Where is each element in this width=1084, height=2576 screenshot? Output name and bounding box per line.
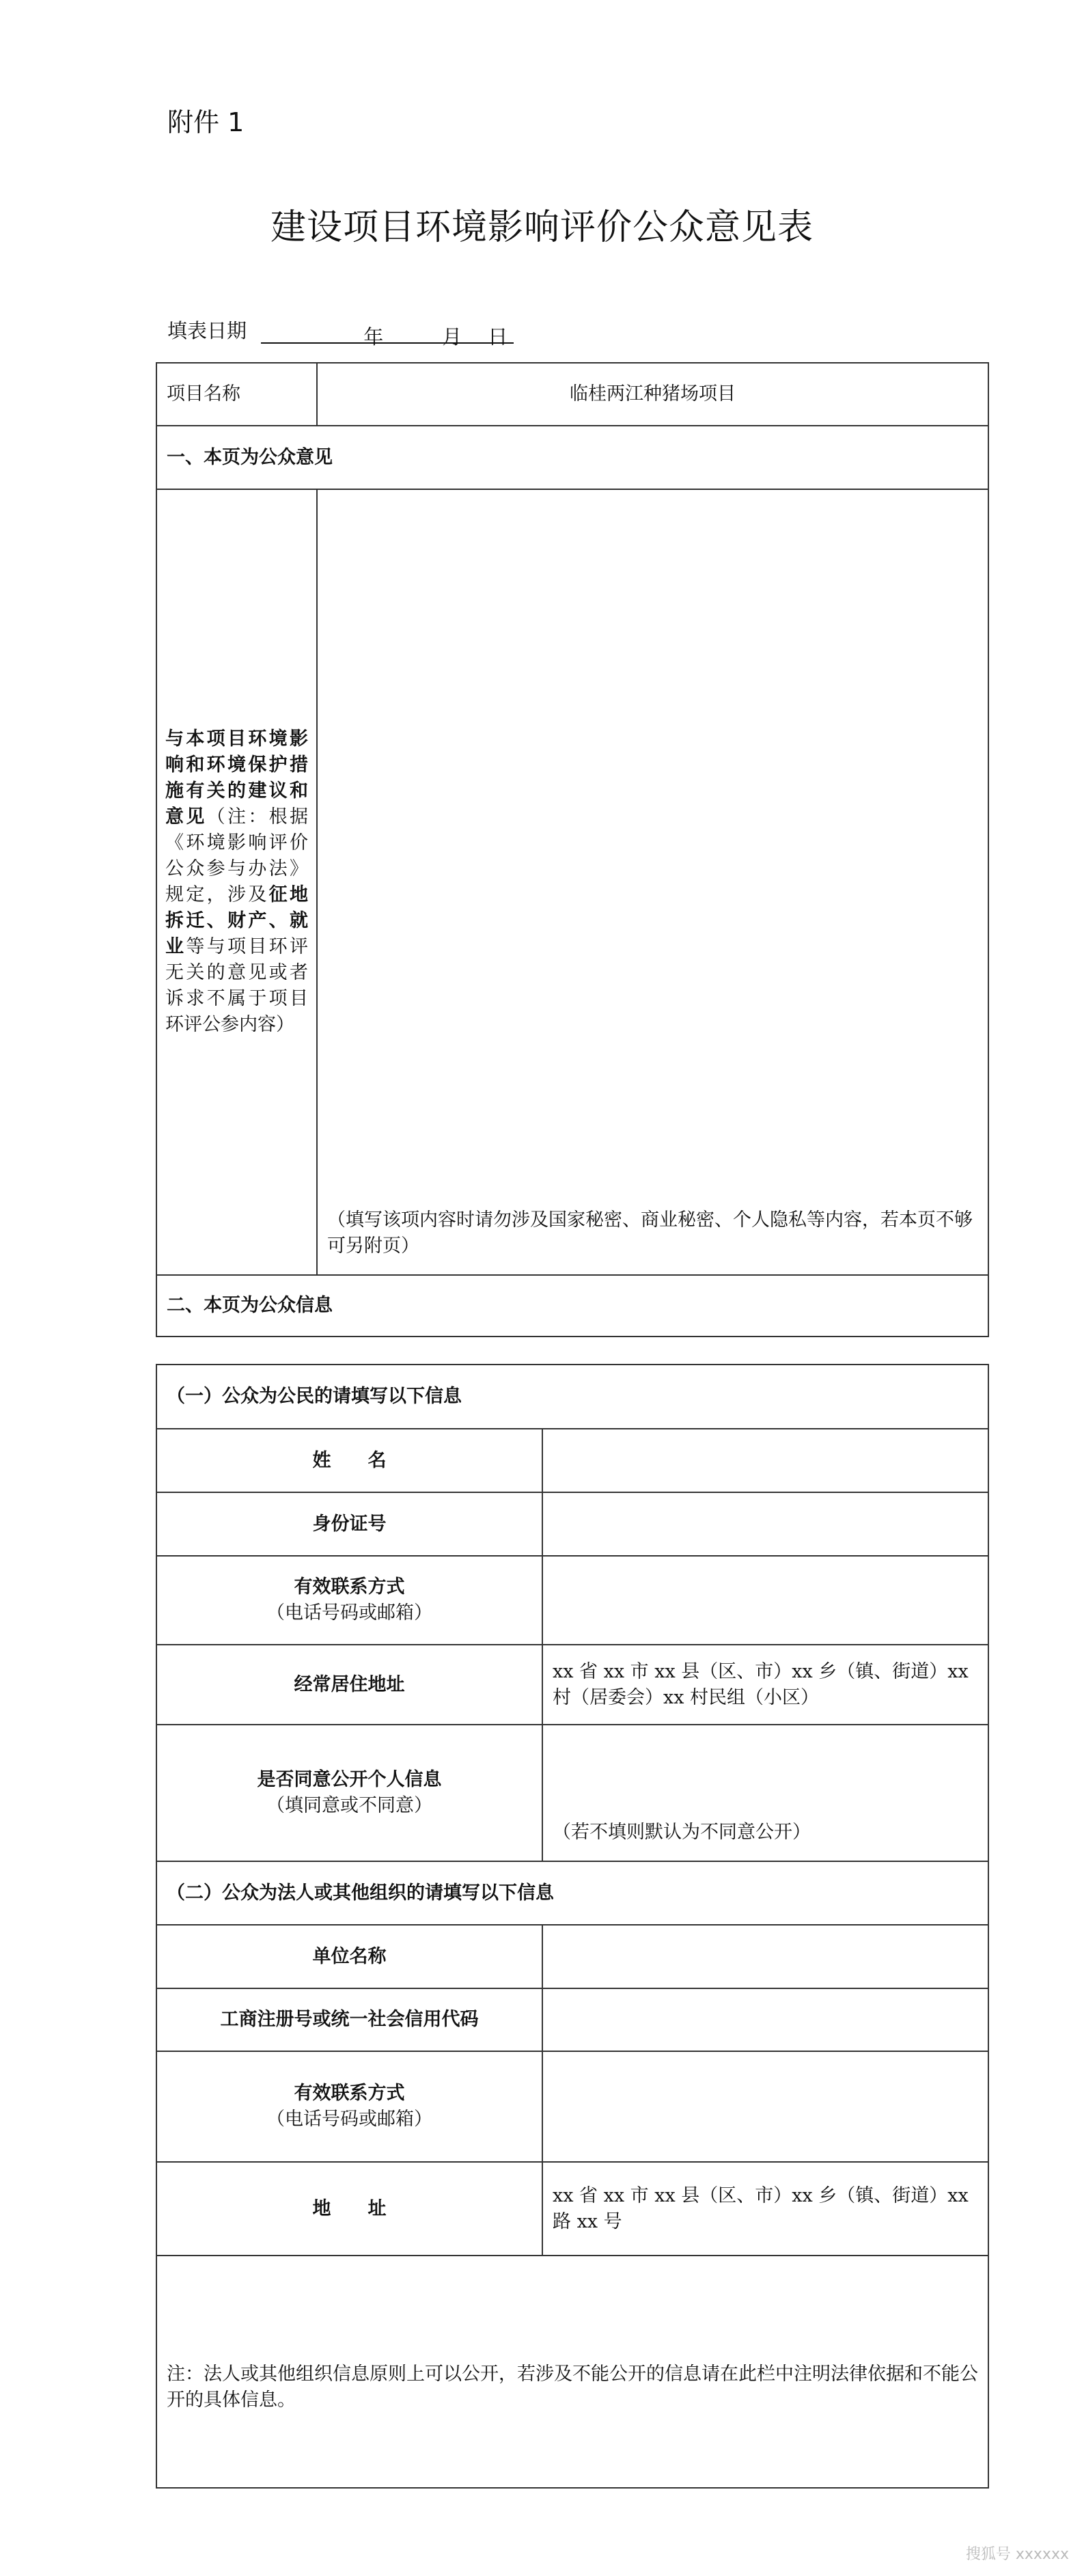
attachment-label: 附件 1: [167, 107, 245, 137]
citizen-consent-sub: （填同意或不同意）: [266, 1795, 432, 1816]
opinion-label-bold-1: 与本项目环境影响和环境保护措施有关的建议和意见: [165, 728, 308, 827]
month-label: 月: [442, 325, 462, 348]
org-unit-field[interactable]: [542, 1925, 988, 1988]
citizen-address-field[interactable]: xx 省 xx 市 xx 县（区、市）xx 乡（镇、街道）xx 村（居委会）xx 村民组（小区）: [542, 1645, 988, 1725]
opinion-label-normal-2: 等与项目环评无关的意见或者诉求不属于项目环评公参内容）: [165, 936, 309, 1035]
fill-date-label: 填表日期: [167, 319, 247, 342]
citizen-consent-cell: [156, 1725, 542, 1861]
citizen-name-field[interactable]: [542, 1429, 988, 1492]
opinion-table: [156, 362, 989, 1337]
project-name-label: 项目名称: [156, 363, 317, 426]
org-reg-label: 工商注册号或统一社会信用代码: [156, 1988, 542, 2051]
citizen-consent-field[interactable]: [542, 1725, 988, 1861]
org-note-field[interactable]: [156, 2256, 988, 2488]
watermark: 搜狐号 xxxxxx: [965, 2546, 1069, 2563]
citizen-consent-label: 是否同意公开个人信息: [257, 1769, 442, 1790]
citizen-consent-note: （若不填则默认为不同意公开）: [553, 1822, 811, 1843]
opinion-label: [156, 489, 317, 1275]
citizen-header: （一）公众为公民的请填写以下信息: [156, 1365, 988, 1429]
section2-header: 二、本页为公众信息: [156, 1275, 988, 1337]
opinion-label-normal-1: （注：根据《环境影响评价公众参与办法》规定，涉及: [165, 806, 309, 905]
page-title: 建设项目环境影响评价公众意见表: [270, 207, 814, 248]
org-contact-sub: （电话号码或邮箱）: [266, 2109, 432, 2130]
opinion-label-bold-2: 征地拆迁、财产、就业: [165, 884, 309, 957]
public-info-table: [156, 1364, 989, 2489]
org-address-label: 地 址: [156, 2162, 542, 2256]
org-address-field[interactable]: xx 省 xx 市 xx 县（区、市）xx 乡（镇、街道）xx 路 xx 号: [542, 2162, 988, 2256]
section1-header: 一、本页为公众意见: [156, 426, 988, 489]
citizen-contact-sub: （电话号码或邮箱）: [266, 1602, 432, 1623]
opinion-note: （填写该项内容时请勿涉及国家秘密、商业秘密、个人隐私等内容，若本页不够可另附页）: [327, 1209, 973, 1257]
org-header: （二）公众为法人或其他组织的请填写以下信息: [156, 1861, 988, 1925]
project-name-value: 临桂两江种猪场项目: [317, 363, 988, 426]
fill-date-field[interactable]: [261, 322, 514, 348]
citizen-contact-field[interactable]: [542, 1556, 988, 1645]
org-contact-label: 有效联系方式: [294, 2083, 405, 2104]
citizen-id-field[interactable]: [542, 1492, 988, 1556]
citizen-contact-label: 有效联系方式: [294, 1576, 405, 1598]
day-label: 日: [488, 325, 508, 348]
org-note: 注：法人或其他组织信息原则上可以公开，若涉及不能公开的信息请在此栏中注明法律依据和不能公开的具体信息。: [167, 2363, 978, 2411]
citizen-contact-cell: [156, 1556, 542, 1645]
fill-date-row: [167, 316, 514, 348]
citizen-name-label: 姓 名: [156, 1429, 542, 1492]
opinion-input-area[interactable]: [317, 489, 988, 1275]
year-label: 年: [363, 325, 384, 348]
citizen-id-label: 身份证号: [156, 1492, 542, 1556]
org-contact-field[interactable]: [542, 2051, 988, 2162]
org-contact-cell: [156, 2051, 542, 2162]
org-reg-field[interactable]: [542, 1988, 988, 2051]
citizen-address-label: 经常居住地址: [156, 1645, 542, 1725]
org-unit-label: 单位名称: [156, 1925, 542, 1988]
